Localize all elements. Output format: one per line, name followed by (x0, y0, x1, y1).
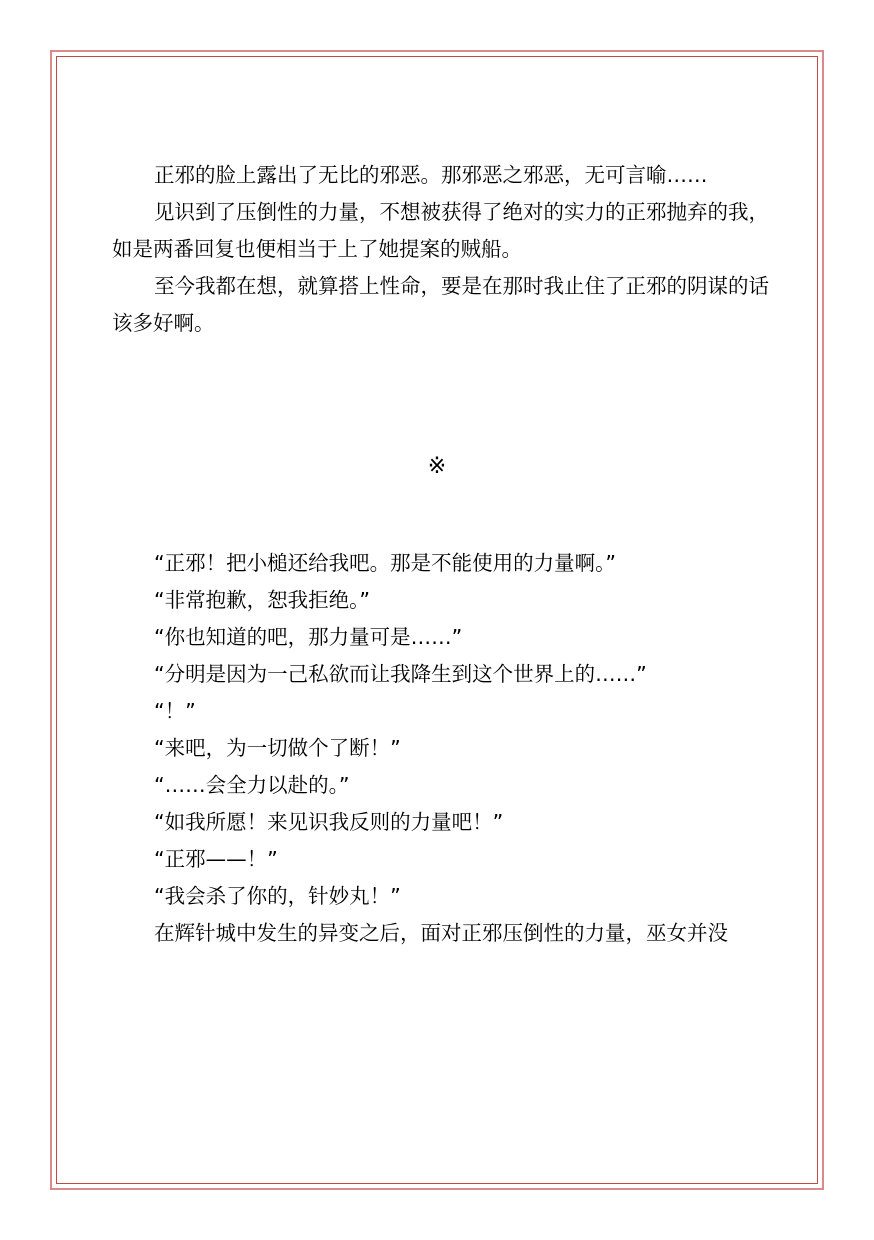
narrative-section-1 (112, 157, 772, 342)
paragraph: 见识到了压倒性的力量，不想被获得了绝对的实力的正邪抛弃的我，如是两番回复也便相当于上了她提案的贼船。 (112, 200, 769, 261)
section-separator: ※ (427, 454, 447, 479)
dialogue-line: “我会杀了你的，针妙丸！” (154, 884, 401, 908)
closing-paragraph: 在辉针城中发生的异变之后，面对正邪压倒性的力量，巫女并没 (154, 921, 728, 945)
dialogue-section (112, 545, 772, 952)
dialogue-line: “非常抱歉，恕我拒绝。” (154, 588, 370, 612)
paragraph: 至今我都在想，就算搭上性命，要是在那时我止住了正邪的阴谋的话该多好啊。 (112, 274, 769, 335)
dialogue-line: “如我所愿！来见识我反则的力量吧！” (154, 810, 504, 834)
dialogue-line: “正邪——！” (154, 847, 278, 871)
dialogue-line: “……会全力以赴的。” (154, 773, 350, 797)
dialogue-line: “你也知道的吧，那力量可是……” (154, 625, 463, 649)
dialogue-line: “正邪！把小槌还给我吧。那是不能使用的力量啊。” (154, 551, 616, 575)
dialogue-line: “分明是因为一己私欲而让我降生到这个世界上的……” (154, 662, 647, 686)
dialogue-line: “！” (154, 699, 196, 723)
dialogue-line: “来吧，为一切做个了断！” (154, 736, 401, 760)
paragraph: 正邪的脸上露出了无比的邪恶。那邪恶之邪恶，无可言喻…… (154, 163, 708, 187)
